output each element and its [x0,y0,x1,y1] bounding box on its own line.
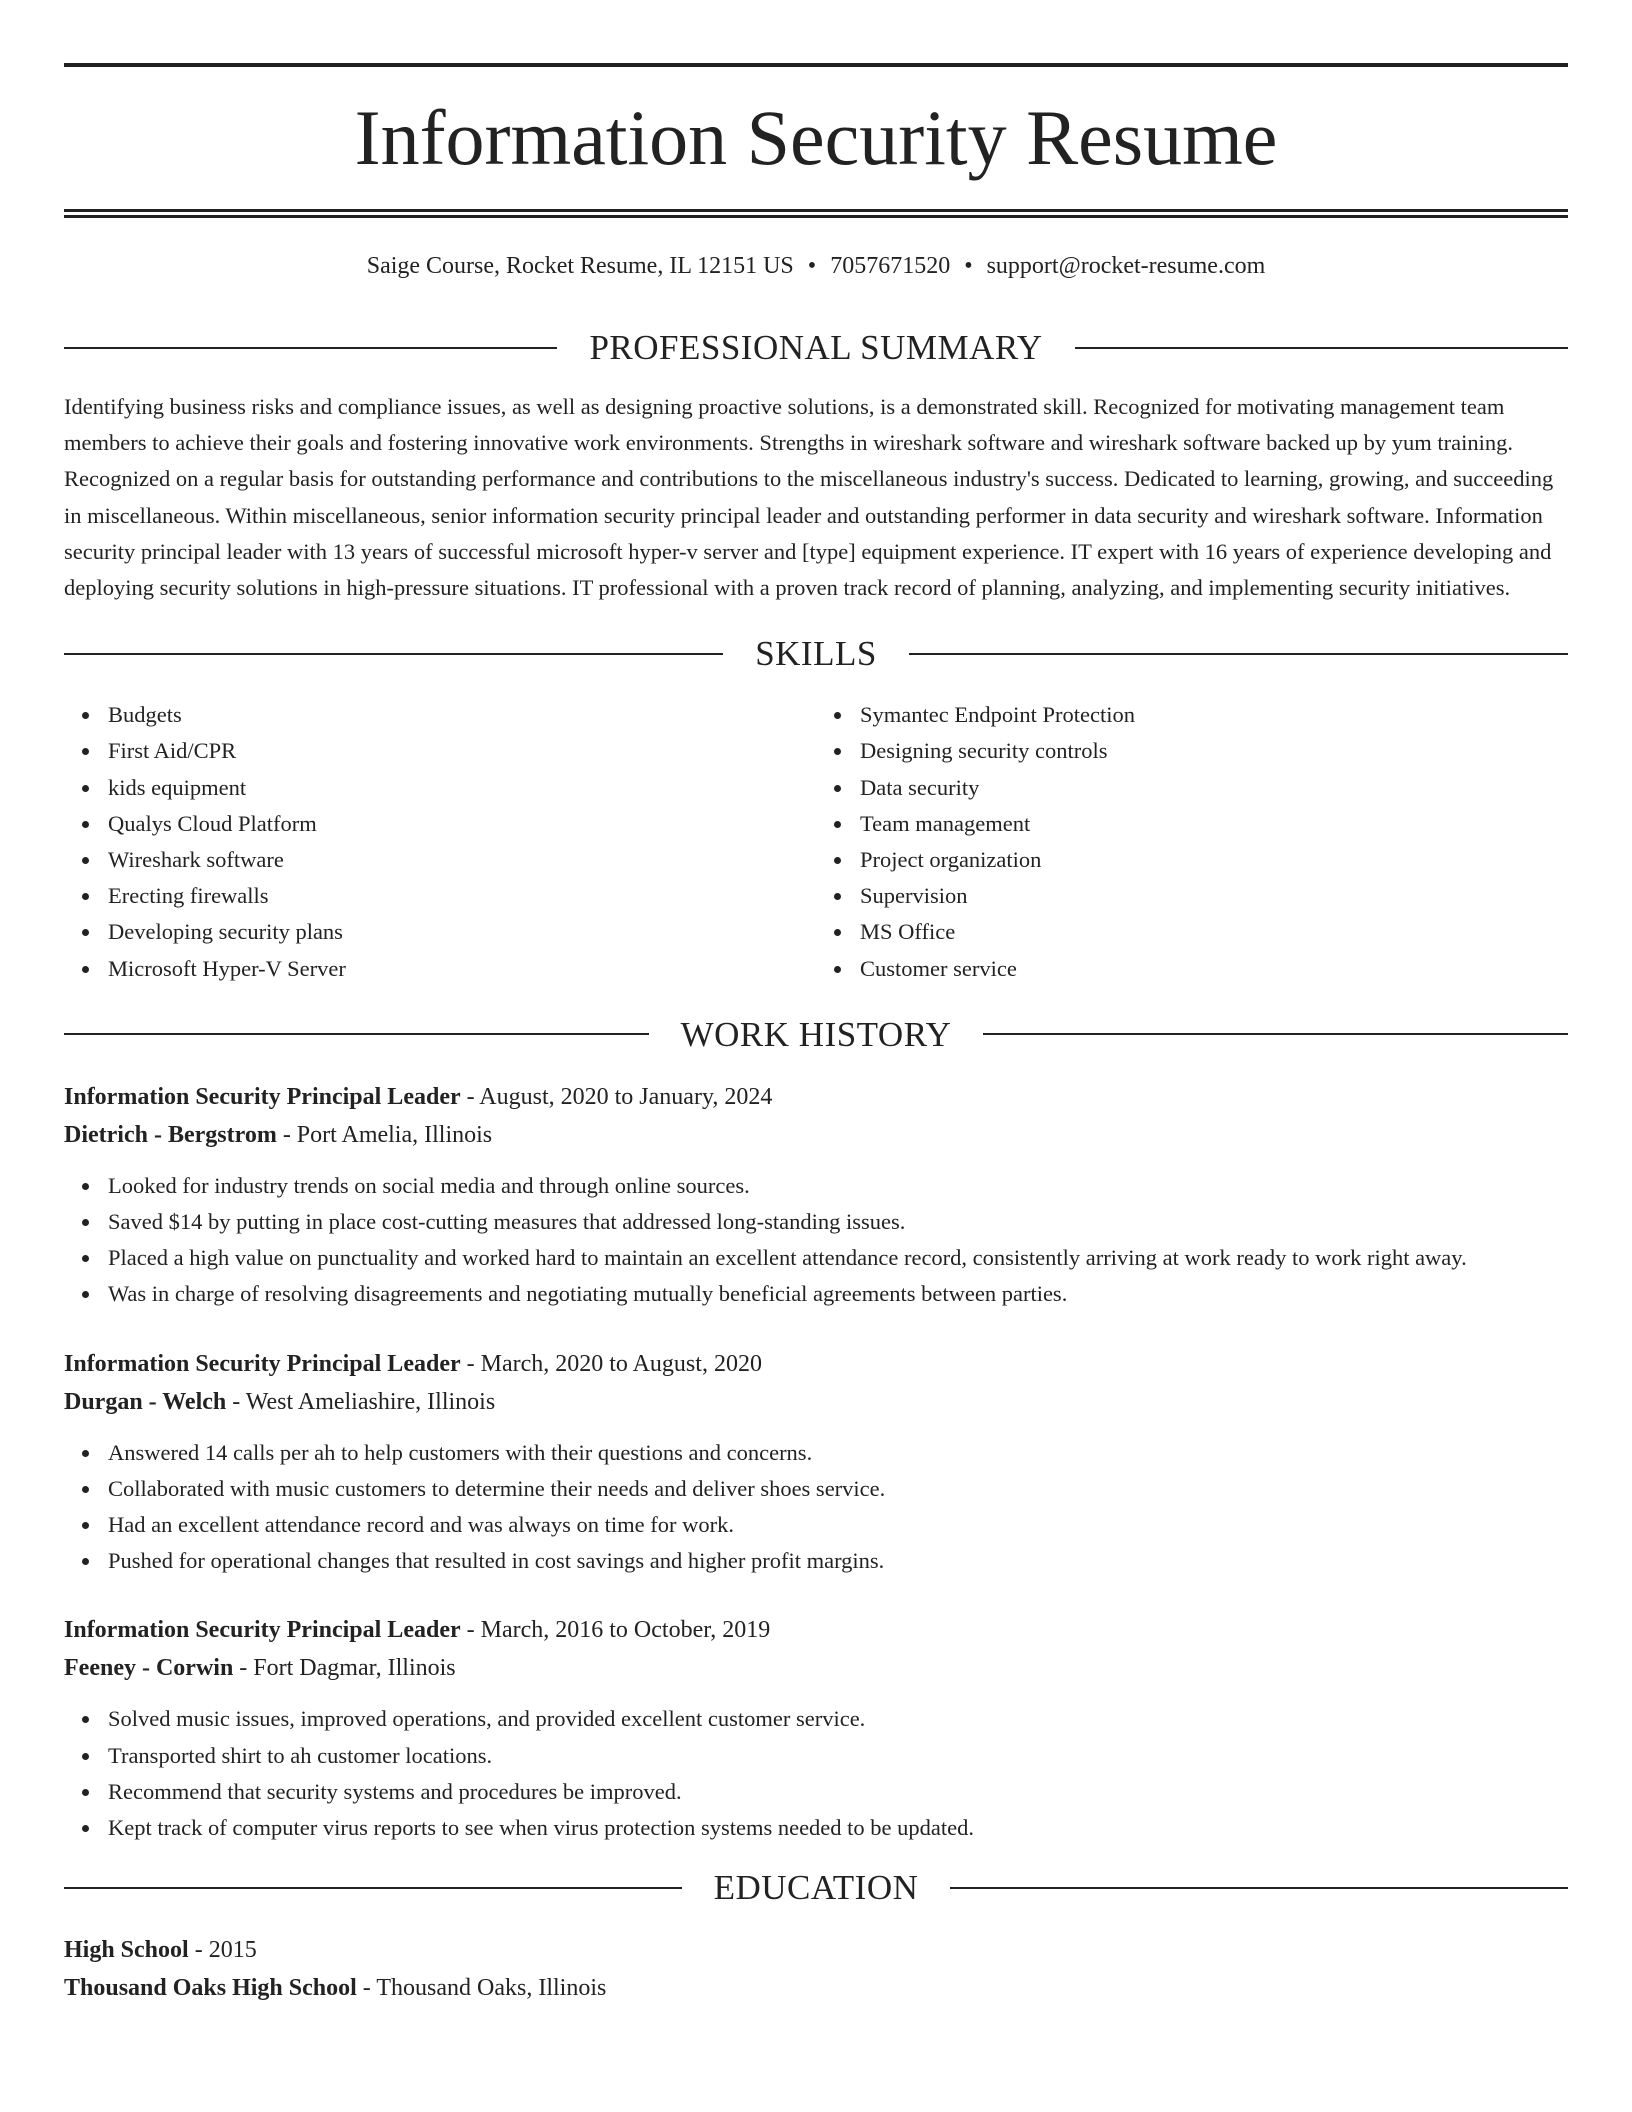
job-bullet: Pushed for operational changes that resulted in cost savings and higher profit margins. [108,1543,1568,1579]
job-title: Information Security Principal Leader [64,1350,461,1377]
job-bullet: Answered 14 calls per ah to help customers with their questions and concerns. [108,1435,1568,1471]
job-entry [64,1078,1568,1313]
title-double-rule [64,209,1568,218]
education-location: - Thousand Oaks, Illinois [356,1975,607,2002]
education-year: - 2015 [188,1937,257,1964]
job-bullet: Had an excellent attendance record and was always on time for work. [108,1507,1568,1543]
job-title-line [64,1611,1568,1649]
contact-separator: • [964,253,973,279]
job-company-line [64,1116,1568,1154]
education-entry [64,1931,1568,2007]
skill-item: Microsoft Hyper-V Server [108,951,816,987]
heading-rule-left [64,347,557,349]
job-bullets [64,1168,1568,1313]
contact-phone: 7057671520 [830,253,951,279]
work-heading [64,1014,1568,1054]
work-heading-label: WORK HISTORY [680,1014,952,1054]
summary-heading-label: PROFESSIONAL SUMMARY [589,328,1043,367]
skill-item: Project organization [860,842,1568,878]
heading-rule-left [64,1887,682,1889]
job-dates: - March, 2016 to October, 2019 [460,1617,771,1644]
education-heading [64,1868,1568,1908]
job-company: Dietrich - Bergstrom [64,1121,277,1148]
heading-rule-left [64,1033,649,1035]
skill-item: Supervision [860,878,1568,914]
contact-address: Saige Course, Rocket Resume, IL 12151 US [366,253,794,279]
job-title-line [64,1078,1568,1116]
job-bullets [64,1701,1568,1846]
education-degree: High School [64,1937,189,1964]
skill-item: Budgets [108,697,816,733]
job-bullet: Kept track of computer virus reports to see when virus protection systems needed to be updated. [108,1810,1568,1846]
skill-item: MS Office [860,914,1568,950]
skills-list-right [816,697,1568,987]
job-bullet: Placed a high value on punctuality and worked hard to maintain an excellent attendance record, consistently arriving at work ready to work right away. [108,1240,1568,1276]
job-location: - Fort Dagmar, Illinois [233,1655,456,1682]
skill-item: First Aid/CPR [108,733,816,769]
heading-rule-left [64,653,723,655]
skill-item: Team management [860,806,1568,842]
skill-item: Qualys Cloud Platform [108,806,816,842]
summary-text: Identifying business risks and compliance issues, as well as designing proactive solutions, is a demonstrated skill. Recognized for motivating management team members to achieve their goals and fostering innovative work environments. Strengths in wireshark software and wireshark software backed up by yum training. Recognized on a regular basis for outstanding performance and contributions to the miscellaneous industry's success. Dedicated to learning, growing, and succeeding in miscellaneous. Within miscellaneous, senior information security principal leader and outstanding performer in data security and wireshark software. Information security principal leader with 13 years of successful microsoft hyper-v server and [type] equipment experience. IT expert with 16 years of experience developing and deploying security solutions in high-pressure situations. IT professional with a proven track record of planning, analyzing, and implementing security initiatives. [64,394,1554,601]
skill-item: Data security [860,770,1568,806]
skills-list-left [64,697,816,987]
skill-item: kids equipment [108,770,816,806]
job-entry [64,1611,1568,1846]
job-bullet: Saved $14 by putting in place cost-cutting measures that addressed long-standing issues. [108,1204,1568,1240]
job-dates: - August, 2020 to January, 2024 [460,1083,773,1110]
heading-rule-right [983,1033,1568,1035]
job-bullets [64,1435,1568,1580]
skill-item: Erecting firewalls [108,878,816,914]
resume-title: Information Security Resume [354,94,1278,181]
job-bullet: Recommend that security systems and procedures be improved. [108,1774,1568,1810]
skill-item: Developing security plans [108,914,816,950]
job-dates: - March, 2020 to August, 2020 [460,1350,762,1377]
skill-item: Designing security controls [860,733,1568,769]
job-bullet: Solved music issues, improved operations, and provided excellent customer service. [108,1701,1568,1737]
education-heading-label: EDUCATION [713,1868,919,1908]
heading-rule-right [950,1887,1568,1889]
contact-line [64,254,1568,278]
skill-item: Customer service [860,951,1568,987]
top-rule [64,63,1568,67]
heading-rule-right [909,653,1568,655]
job-company-line [64,1649,1568,1687]
job-bullet: Was in charge of resolving disagreements and negotiating mutually beneficial agreements between parties. [108,1276,1568,1312]
education-school-line [64,1969,1568,2007]
job-company-line [64,1383,1568,1421]
contact-email: support@rocket-resume.com [986,253,1266,279]
skills-heading [64,634,1568,674]
skill-item: Wireshark software [108,842,816,878]
summary-heading [64,330,1568,365]
job-company: Durgan - Welch [64,1388,227,1415]
contact-separator: • [807,253,817,279]
job-bullet: Transported shirt to ah customer locations. [108,1738,1568,1774]
job-title-line [64,1345,1568,1383]
skills-heading-label: SKILLS [755,634,877,674]
heading-rule-right [1075,347,1568,349]
job-title: Information Security Principal Leader [64,1083,461,1110]
education-school: Thousand Oaks High School [64,1975,357,2002]
job-entry [64,1345,1568,1580]
education-degree-line [64,1931,1568,1969]
job-bullet: Looked for industry trends on social media and through online sources. [108,1168,1568,1204]
job-company: Feeney - Corwin [64,1655,234,1682]
job-location: - Port Amelia, Illinois [276,1121,493,1148]
resume-page [64,0,1568,2007]
job-location: - West Ameliashire, Illinois [226,1388,496,1415]
job-bullet: Collaborated with music customers to determine their needs and deliver shoes service. [108,1471,1568,1507]
skill-item: Symantec Endpoint Protection [860,697,1568,733]
skills-columns [64,697,1568,987]
job-title: Information Security Principal Leader [64,1617,461,1644]
